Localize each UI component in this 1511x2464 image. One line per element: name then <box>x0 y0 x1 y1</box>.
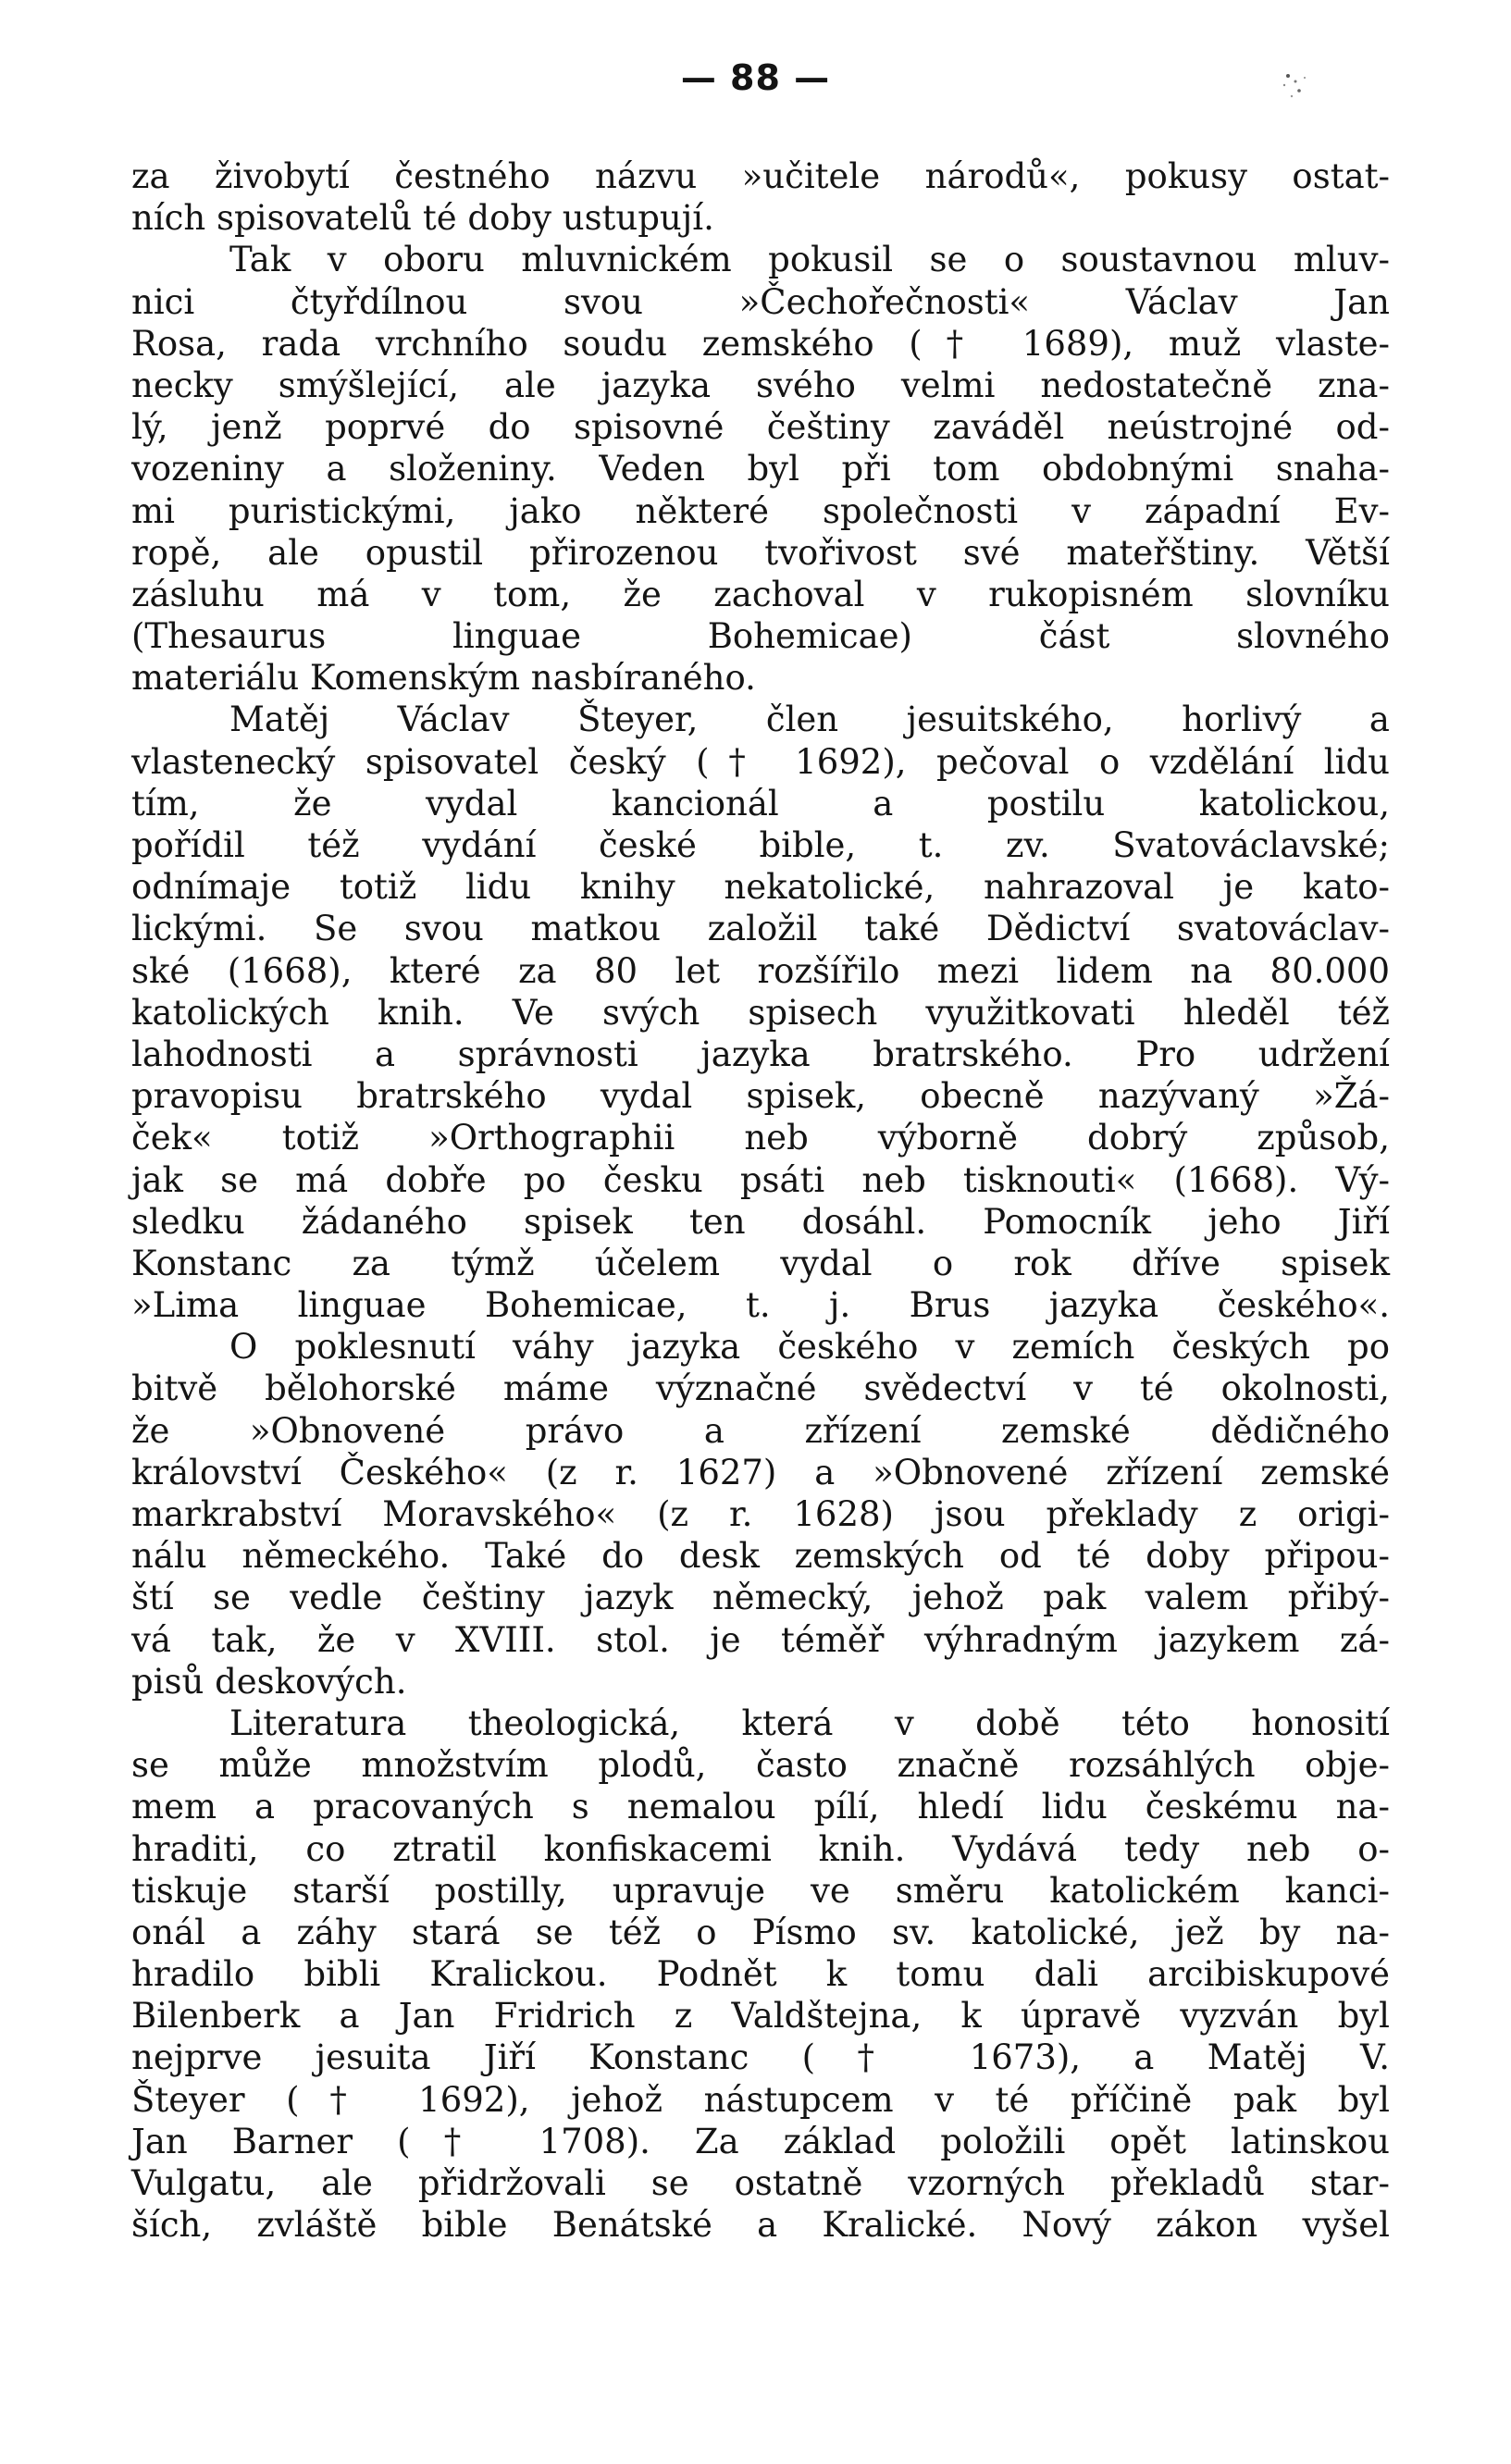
text-line: ropě, ale opustil přirozenou tvořivost své mateřštiny. Větší <box>131 532 1390 573</box>
text-line: markrabství Moravského« (z r. 1628) jsou překlady z origi- <box>131 1494 1390 1534</box>
text-line: ních spisovatelů té doby ustupují. <box>131 198 714 239</box>
text-line: tiskuje starší postilly, upravuje ve směru katolickém kanci- <box>131 1870 1390 1911</box>
text-line: vlastenecký spisovatel český († 1692), pečoval o vzdělání lidu <box>131 741 1390 782</box>
text-line: hradilo bibli Kralickou. Podnět k tomu dali arcibiskupové <box>131 1954 1390 1995</box>
text-line: Matěj Václav Šteyer, člen jesuitského, horlivý a <box>229 700 1390 740</box>
text-line: že »Obnovené právo a zřízení zemské dědičného <box>131 1410 1390 1451</box>
text-line: království Českého« (z r. 1627) a »Obnovené zřízení zemské <box>131 1452 1390 1492</box>
text-line: pravopisu bratrského vydal spisek, obecně nazývaný »Žá- <box>131 1076 1390 1117</box>
body-text <box>131 155 1390 2246</box>
text-line: pisů deskových. <box>131 1661 407 1702</box>
text-line: vozeniny a složeniny. Veden byl při tom obdobnými snaha- <box>131 449 1390 489</box>
text-line: Konstanc za týmž účelem vydal o rok dříve spisek <box>131 1243 1390 1283</box>
text-line: odnímaje totiž lidu knihy nekatolické, nahrazoval je kato- <box>131 867 1390 908</box>
text-line: Vulgatu, ale přidržovali se ostatně vzorných překladů star- <box>131 2163 1390 2203</box>
text-line: lý, jenž poprvé do spisovné češtiny zaváděl neústrojné od- <box>131 407 1390 448</box>
text-line: nálu německého. Také do desk zemských od té doby připou- <box>131 1536 1390 1577</box>
text-line: Jan Barner († 1708). Za základ položili opět latinskou <box>131 2121 1390 2161</box>
text-line: tím, že vydal kancionál a postilu katolickou, <box>131 783 1390 823</box>
text-line: hraditi, co ztratil konfiskacemi knih. Vydává tedy neb o- <box>131 1828 1390 1869</box>
text-line: ští se vedle češtiny jazyk německý, jehož pak valem přibý- <box>131 1578 1390 1618</box>
text-line: ších, zvláště bible Benátské a Kralické. Nový zákon vyšel <box>131 2205 1390 2246</box>
text-line: Tak v oboru mluvnickém pokusil se o soustavnou mluv- <box>229 240 1390 280</box>
text-line: mi puristickými, jako některé společnosti v západní Ev- <box>131 490 1390 531</box>
print-speck-mark <box>1268 65 1323 111</box>
text-line: pořídil též vydání české bible, t. zv. Svatováclavské; <box>131 825 1390 865</box>
text-line: za živobytí čestného názvu »učitele národů«, pokusy ostat- <box>131 156 1390 196</box>
text-line: nejprve jesuita Jiří Konstanc († 1673), a Matěj V. <box>131 2037 1390 2078</box>
text-line: (Thesaurus linguae Bohemicae) část slovného <box>131 616 1390 657</box>
text-line: onál a záhy stará se též o Písmo sv. katolické, jež by na- <box>131 1912 1390 1952</box>
text-line: vá tak, že v XVIII. stol. je téměř výhradným jazykem zá- <box>131 1619 1390 1660</box>
text-line: »Lima linguae Bohemicae, t. j. Brus jazyka českého«. <box>131 1285 1390 1326</box>
text-line: bitvě bělohorské máme význačné svědectví v té okolnosti, <box>131 1368 1390 1409</box>
text-line: jak se má dobře po česku psáti neb tisknouti« (1668). Vý- <box>131 1159 1390 1200</box>
text-line: se může množstvím plodů, často značně rozsáhlých obje- <box>131 1745 1390 1786</box>
text-line: O poklesnutí váhy jazyka českého v zemích českých po <box>229 1327 1390 1368</box>
text-line: necky smýšlející, ale jazyka svého velmi nedostatečně zna- <box>131 365 1390 405</box>
text-line: ské (1668), které za 80 let rozšířilo mezi lidem na 80.000 <box>131 950 1390 991</box>
text-line: Bilenberk a Jan Fridrich z Valdštejna, k úpravě vyzván byl <box>131 1996 1390 2037</box>
text-line: Rosa, rada vrchního soudu zemského († 1689), muž vlaste- <box>131 323 1390 364</box>
text-line: mem a pracovaných s nemalou pílí, hledí lidu českému na- <box>131 1787 1390 1827</box>
text-line: sledku žádaného spisek ten dosáhl. Pomocník jeho Jiří <box>131 1201 1390 1242</box>
text-line: Šteyer († 1692), jehož nástupcem v té příčině pak byl <box>131 2079 1390 2120</box>
text-line: materiálu Komenským nasbíraného. <box>131 658 756 699</box>
text-line: zásluhu má v tom, že zachoval v rukopisném slovníku <box>131 574 1390 614</box>
text-line: ček« totiž »Orthographii neb výborně dobrý způsob, <box>131 1118 1390 1158</box>
text-line: Literatura theologická, která v době této honosití <box>229 1703 1390 1743</box>
text-line: lahodnosti a správnosti jazyka bratrského. Pro udržení <box>131 1034 1390 1074</box>
text-line: lickými. Se svou matkou založil také Dědictví svatováclav- <box>131 909 1390 949</box>
text-line: nici čtyřdílnou svou »Čechořečnosti« Václav Jan <box>131 281 1390 322</box>
page-number: — 88 — <box>680 57 831 98</box>
text-line: katolických knih. Ve svých spisech využitkovati hleděl též <box>131 992 1390 1033</box>
